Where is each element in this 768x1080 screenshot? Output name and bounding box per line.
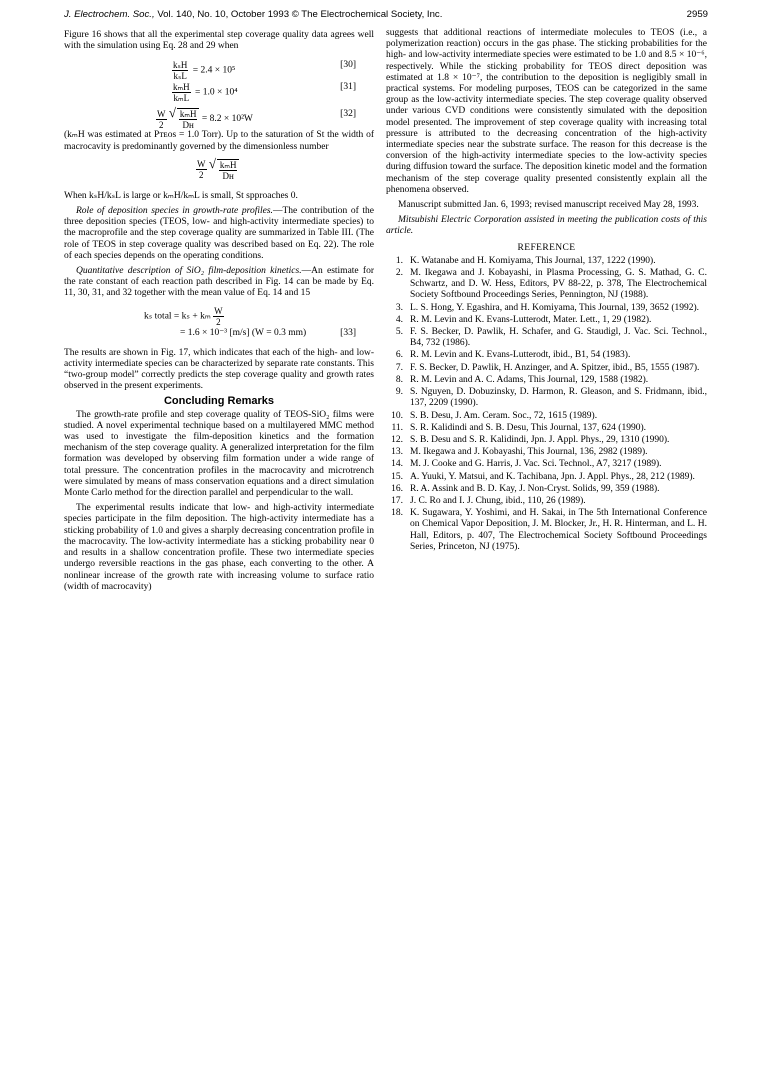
paragraph: Quantitative description of SiO₂ film-deposition kinetics.—An estimate for the rate constant of each reaction path described in Fig. 14 can be made by Eq. 11, 30, 31, and 32 together with the mean value of Eq. 14 and 15	[64, 266, 375, 299]
dimensionless-number: $\frac{W}{2}$ √ $\frac{\text{kₘH}}{\text{Dʜ}}$	[64, 157, 374, 187]
reference-item	[386, 303, 707, 314]
paragraph: The growth-rate profile and step coverage quality of TEOS-SiO₂ films were studied. A novel experimental technique based on a multilayered MMC method was used to investigate the film-deposition kinetics and the formation mechanism of the step coverage quality. A generalized interpretation for the film formation was developed by observing film formation under a wide range of total pressure. The concentration profiles in the macrocavity and microtrench were simulated by means of mass conservation equations and a direct simulation Monte Carlo method for the direction parallel and perpendicular to the wall.	[64, 409, 374, 499]
paragraph: The results are shown in Fig. 17, which indicates that each of the high- and low-activity intermediate species can be characterized by separate rate constants. This “two-group model” correctly predicts the step coverage quality and growth rates observed in the present experiments.	[64, 347, 374, 392]
reference-number: 10.	[391, 410, 403, 421]
reference-text: K. Watanabe and H. Komiyama, This Journal, 137, 1222 (1990).	[410, 255, 656, 266]
manuscript-dates: Manuscript submitted Jan. 6, 1993; revised manuscript received May 28, 1993.	[398, 200, 699, 211]
reference-number: 15.	[391, 471, 403, 482]
reference-item	[386, 327, 707, 349]
journal-details: Vol. 140, No. 10, October 1993 © The Electrochemical Society, Inc.	[157, 9, 443, 20]
section-heading: Concluding Remarks	[163, 395, 275, 408]
reference-text: M. J. Cooke and G. Harris, J. Vac. Sci. Technol., A7, 3217 (1989).	[410, 459, 662, 470]
reference-number: 11.	[391, 422, 403, 433]
reference-number: 12.	[391, 434, 403, 445]
fraction: $\frac{\text{kₘH}}{\text{kₘL}}$	[173, 82, 190, 104]
equation-number: [31]	[340, 82, 356, 93]
reference-item	[386, 496, 707, 507]
reference-item	[386, 435, 707, 446]
paragraph: The experimental results indicate that low- and high-activity intermediate species participate in the film deposition. The high-activity intermediate has a sticking probability of 1.0 and gives a sharply decreasing concentration profile in the macrocavity. The low-activity intermediate has a sticking probability near 0 and results in a shallow concentration profile. These two intermediate species undergo reversible reactions in the gas phase, each converting to the other. A nonlinear increase of the growth rate with increasing volume to surface ratio (width of macrocavity)	[64, 503, 374, 592]
paragraph: (kₘH was estimated at Pᴛᴇᴏs = 1.0 Torr). Up to the saturation of St the width of macrocavity is predominantly governed by the dimensionless number	[64, 130, 374, 152]
references-heading: REFERENCE	[517, 242, 576, 253]
equation-number: [30]	[340, 60, 356, 71]
reference-number: 6.	[395, 350, 403, 361]
reference-item	[386, 268, 707, 302]
reference-text: K. Sugawara, Y. Yoshimi, and H. Sakai, in The 5th International Conference on Chemical Vapor Deposition, J. M. Blocker, Jr., H. R. Hinterman, and L. H. Hall, Editors, p. 407, The Electrochemical Society Softbound Proceedings Series, Princeton, NJ (1975).	[410, 508, 707, 552]
reference-text: S. B. Desu, J. Am. Ceram. Soc., 72, 1615 (1989).	[410, 410, 598, 421]
reference-number: 17.	[391, 495, 403, 506]
reference-number: 3.	[395, 302, 403, 313]
reference-text: S. B. Desu and S. R. Kalidindi, Jpn. J. Appl. Phys., 29, 1310 (1990).	[410, 434, 670, 445]
paragraph: suggests that additional reactions of intermediate molecules to TEOS (i.e., a polymerization reaction) occurs in the gas phase. The sticking probabilities for the high- and low-activity intermediate species were estimated to be 1.0 and 8.5 × 10⁻⁶, respectively. While the sticking probability for TEOS direct deposition was estimated at 1.8 × 10⁻⁷, the contribution to the deposition is negligibly small in practical systems. For modeling purposes, TEOS can be categorized in the same group as the low-activity intermediate species. The step coverage quality observed under various CVD conditions were consistently simulated with the deposition model presented. The improvement of step coverage quality with increasing total pressure is attributed to the decreasing concentration of the high-activity intermediate species near the substrate surface. The reason for this decrease is the conversion of the high-activity intermediate species to the low-activity species during diffusion toward the surface. The deposition kinetic model and the formation mechanism of the step coverage quality presented consistently explain all the phenomena observed.	[386, 28, 707, 195]
reference-text: R. M. Levin and A. C. Adams, This Journal, 129, 1588 (1982).	[410, 374, 649, 385]
reference-text: J. C. Ro and I. J. Chung, ibid., 110, 26 (1989).	[410, 495, 586, 506]
reference-item	[386, 363, 707, 374]
paragraph: Figure 16 shows that all the experimental step coverage quality data agrees well with the simulation using Eq. 28 and 29 when	[64, 30, 374, 52]
reference-item	[386, 508, 707, 553]
reference-item	[386, 315, 707, 326]
acknowledgment: Mitsubishi Electric Corporation assisted in meeting the publication costs of this article.	[386, 215, 707, 237]
fraction: $\frac{\text{kₛH}}{\text{kₛL}}$	[173, 60, 188, 82]
reference-text: A. Yuuki, Y. Matsui, and K. Tachibana, Jpn. J. Appl. Phys., 28, 212 (1989).	[410, 471, 695, 482]
reference-list	[386, 256, 707, 553]
reference-text: R. M. Levin and K. Evans-Lutterodt, ibid., B1, 54 (1983).	[410, 350, 631, 361]
reference-number: 5.	[395, 327, 403, 338]
reference-number: 1.	[395, 255, 403, 266]
reference-number: 16.	[391, 483, 403, 494]
reference-number: 2.	[395, 268, 403, 279]
reference-item	[386, 387, 707, 409]
reference-item	[386, 411, 707, 422]
reference-item	[386, 459, 707, 470]
reference-number: 8.	[395, 374, 403, 385]
reference-text: M. Ikegawa and J. Kobayashi, This Journal, 136, 2982 (1989).	[410, 447, 648, 458]
square-root: √ $\frac{\text{kₘH}}{\text{Dʜ}}$	[177, 108, 200, 130]
reference-text: L. S. Hong, Y. Egashira, and H. Komiyama, This Journal, 139, 3652 (1992).	[410, 302, 700, 313]
equation-30: $\frac{\text{kₛH}}{\text{kₛL}}$ = 2.4 × 10⁵ [30]	[173, 60, 356, 82]
equation-number: [32]	[340, 109, 356, 120]
reference-item	[386, 484, 707, 495]
equation-number: [33]	[340, 327, 356, 338]
reference-number: 4.	[395, 314, 403, 325]
reference-text: S. R. Kalidindi and S. B. Desu, This Journal, 137, 624 (1990).	[410, 422, 647, 433]
reference-number: 14.	[391, 459, 403, 470]
reference-text: S. Nguyen, D. Dobuzinsky, D. Harmon, R. Gleason, and S. Fridmann, ibid., 137, 2209 (1990).	[410, 387, 707, 409]
reference-text: R. A. Assink and B. D. Kay, J. Non-Cryst. Solids, 99, 359 (1988).	[410, 483, 660, 494]
page-header	[64, 9, 708, 23]
paragraph: When kₛH/kₛL is large or kₘH/kₘL is small, St spproaches 0.	[64, 190, 298, 201]
reference-item	[386, 447, 707, 458]
reference-item	[386, 375, 707, 386]
left-column	[64, 30, 374, 597]
reference-item	[386, 350, 707, 361]
journal-name: J. Electrochem. Soc.,	[64, 9, 155, 20]
reference-text: F. S. Becker, D. Pawlik, H. Anzinger, and A. Spitzer, ibid., B5, 1555 (1987).	[410, 362, 700, 373]
reference-text: M. Ikegawa and J. Kobayashi, in Plasma Processing, G. S. Mathad, G. C. Schwartz, and D. W. Hess, Editors, PV 88-22, p. 378, The Electrochemical Society Softbound Proceedings Series, Pennington, NJ (1988).	[410, 268, 707, 301]
right-column	[386, 28, 707, 554]
reference-number: 13.	[391, 447, 403, 458]
equation-33-line-1: kₛ total = kₛ + kₘ $\frac{W}{2}$	[144, 305, 223, 327]
reference-item	[386, 423, 707, 434]
equation-31: $\frac{\text{kₘH}}{\text{kₘL}}$ = 1.0 × 10⁴ [31]	[173, 82, 356, 104]
reference-item	[386, 472, 707, 483]
reference-number: 7.	[395, 362, 403, 373]
equation-33-line-2: = 1.6 × 10⁻³ [m/s] (W = 0.3 mm) [33]	[180, 327, 356, 338]
reference-number: 18.	[391, 508, 403, 519]
page-number: 2959	[686, 9, 708, 20]
reference-text: F. S. Becker, D. Pawlik, H. Schafer, and G. Staudigl, J. Vac. Sci. Technol., B4, 732 (1986).	[410, 327, 707, 349]
reference-text: R. M. Levin and K. Evans-Lutterodt, Mater. Lett., 1, 29 (1982).	[410, 314, 652, 325]
running-head	[64, 9, 442, 20]
equation-32: $\frac{W}{2}$ √ $\frac{\text{kₘH}}{\text{Dʜ}}$ = 8.2 × 10²W [32]	[64, 100, 374, 128]
reference-number: 9.	[395, 387, 403, 398]
reference-item	[386, 256, 707, 267]
paragraph: Role of deposition species in growth-rate profiles.—The contribution of the three deposition species (TEOS, low- and high-activity intermediate species) to the macroprofile and the step coverage quality are summarized in Table III. (The role of TEOS in step coverage quality was described based on Eq. 22). The role of each species depends on the operating conditions.	[64, 206, 374, 261]
square-root: √ $\frac{\text{kₘH}}{\text{Dʜ}}$	[217, 159, 240, 181]
